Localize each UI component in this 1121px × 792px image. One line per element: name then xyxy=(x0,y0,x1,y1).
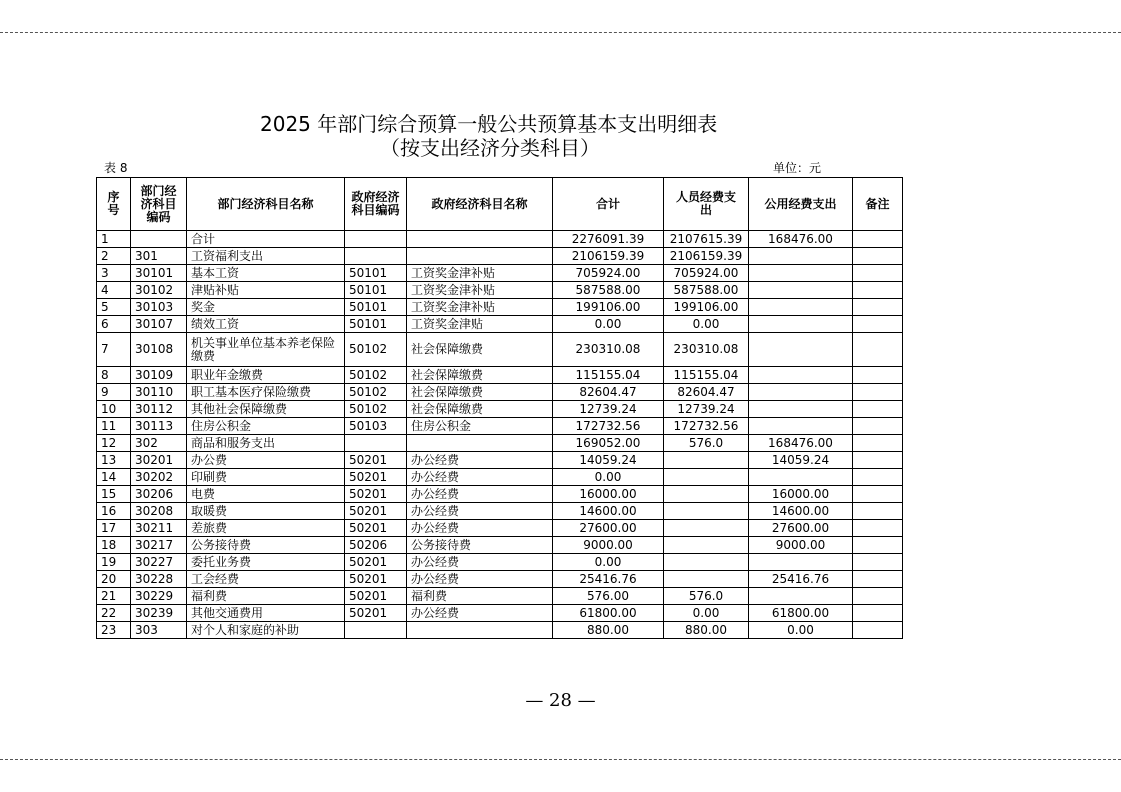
cell-public: 25416.76 xyxy=(749,571,853,588)
cell-total: 0.00 xyxy=(553,554,664,571)
cell-total: 12739.24 xyxy=(553,401,664,418)
table-row xyxy=(97,469,903,486)
cell-gov-name: 办公经费 xyxy=(407,554,553,571)
cell-public xyxy=(749,248,853,265)
cell-total: 14059.24 xyxy=(553,452,664,469)
table-row xyxy=(97,333,903,367)
cell-gov-code: 50201 xyxy=(345,554,407,571)
table-header-row xyxy=(97,178,903,231)
cell-total: 115155.04 xyxy=(553,367,664,384)
cell-total: 2106159.39 xyxy=(553,248,664,265)
cell-gov-name: 办公经费 xyxy=(407,571,553,588)
header-gov-name: 政府经济科目名称 xyxy=(407,178,553,231)
cell-total: 16000.00 xyxy=(553,486,664,503)
cell-seq: 15 xyxy=(97,486,131,503)
cell-public xyxy=(749,384,853,401)
cell-public xyxy=(749,316,853,333)
cell-dept-name: 机关事业单位基本养老保险缴费 xyxy=(187,333,345,367)
cell-remark xyxy=(853,520,903,537)
table-row xyxy=(97,265,903,282)
cell-dept-name: 津贴补贴 xyxy=(187,282,345,299)
cell-dept-name: 职业年金缴费 xyxy=(187,367,345,384)
cell-remark xyxy=(853,248,903,265)
table-row xyxy=(97,554,903,571)
cell-dept-code: 302 xyxy=(131,435,187,452)
cell-remark xyxy=(853,571,903,588)
cell-gov-code: 50101 xyxy=(345,265,407,282)
cell-dept-name: 取暖费 xyxy=(187,503,345,520)
cell-dept-code: 30229 xyxy=(131,588,187,605)
cell-dept-code: 30108 xyxy=(131,333,187,367)
cell-total: 0.00 xyxy=(553,469,664,486)
cell-dept-name: 工会经费 xyxy=(187,571,345,588)
cell-gov-name: 工资奖金津补贴 xyxy=(407,265,553,282)
cell-gov-name: 办公经费 xyxy=(407,452,553,469)
table-row xyxy=(97,588,903,605)
cell-remark xyxy=(853,622,903,639)
cell-personnel: 12739.24 xyxy=(664,401,749,418)
cell-dept-code: 30208 xyxy=(131,503,187,520)
cell-public: 168476.00 xyxy=(749,231,853,248)
table-row xyxy=(97,537,903,554)
cell-dept-name: 办公费 xyxy=(187,452,345,469)
table-number: 表 8 xyxy=(104,161,128,175)
cell-dept-code: 30109 xyxy=(131,367,187,384)
cell-public: 61800.00 xyxy=(749,605,853,622)
cell-total: 27600.00 xyxy=(553,520,664,537)
cell-total: 172732.56 xyxy=(553,418,664,435)
cell-gov-name: 公务接待费 xyxy=(407,537,553,554)
budget-table xyxy=(96,177,903,639)
cell-dept-code: 30110 xyxy=(131,384,187,401)
cell-personnel xyxy=(664,486,749,503)
cell-gov-code: 50201 xyxy=(345,520,407,537)
cell-total: 61800.00 xyxy=(553,605,664,622)
cell-seq: 2 xyxy=(97,248,131,265)
cell-gov-name: 住房公积金 xyxy=(407,418,553,435)
cell-personnel: 199106.00 xyxy=(664,299,749,316)
cell-dept-code xyxy=(131,231,187,248)
cell-public xyxy=(749,333,853,367)
cell-remark xyxy=(853,418,903,435)
table-row xyxy=(97,316,903,333)
cell-gov-name xyxy=(407,622,553,639)
header-dept-code: 部门经济科目编码 xyxy=(131,178,187,231)
cell-gov-code: 50206 xyxy=(345,537,407,554)
cell-total: 199106.00 xyxy=(553,299,664,316)
cell-dept-name: 其他社会保障缴费 xyxy=(187,401,345,418)
cell-gov-name: 工资奖金津贴 xyxy=(407,316,553,333)
cell-dept-name: 奖金 xyxy=(187,299,345,316)
cell-remark xyxy=(853,316,903,333)
cell-dept-code: 30102 xyxy=(131,282,187,299)
cell-personnel: 576.0 xyxy=(664,588,749,605)
cell-gov-code: 50201 xyxy=(345,469,407,486)
table-row xyxy=(97,520,903,537)
cell-total: 82604.47 xyxy=(553,384,664,401)
cell-gov-name: 工资奖金津补贴 xyxy=(407,299,553,316)
cell-dept-code: 303 xyxy=(131,622,187,639)
cell-gov-name: 福利费 xyxy=(407,588,553,605)
table-row xyxy=(97,367,903,384)
cell-dept-name: 印刷费 xyxy=(187,469,345,486)
table-row xyxy=(97,503,903,520)
cell-dept-name: 基本工资 xyxy=(187,265,345,282)
cell-remark xyxy=(853,554,903,571)
cell-seq: 4 xyxy=(97,282,131,299)
cell-gov-code: 50101 xyxy=(345,316,407,333)
cell-personnel: 230310.08 xyxy=(664,333,749,367)
cell-seq: 22 xyxy=(97,605,131,622)
cell-seq: 5 xyxy=(97,299,131,316)
table-row xyxy=(97,571,903,588)
header-personnel: 人员经费支出 xyxy=(664,178,749,231)
cell-public xyxy=(749,418,853,435)
cell-gov-name: 办公经费 xyxy=(407,469,553,486)
cell-remark xyxy=(853,537,903,554)
cell-dept-name: 对个人和家庭的补助 xyxy=(187,622,345,639)
cell-personnel xyxy=(664,537,749,554)
cell-public: 168476.00 xyxy=(749,435,853,452)
cell-dept-code: 30202 xyxy=(131,469,187,486)
cell-total: 576.00 xyxy=(553,588,664,605)
table-row xyxy=(97,418,903,435)
page-subtitle: （按支出经济分类科目） xyxy=(380,136,600,160)
cell-seq: 9 xyxy=(97,384,131,401)
cell-gov-code: 50201 xyxy=(345,452,407,469)
cell-dept-name: 合计 xyxy=(187,231,345,248)
cell-seq: 23 xyxy=(97,622,131,639)
cell-gov-name: 办公经费 xyxy=(407,520,553,537)
cell-personnel xyxy=(664,520,749,537)
cell-public xyxy=(749,588,853,605)
table-row xyxy=(97,384,903,401)
cell-personnel: 705924.00 xyxy=(664,265,749,282)
table-row xyxy=(97,248,903,265)
header-remark: 备注 xyxy=(853,178,903,231)
cell-public: 16000.00 xyxy=(749,486,853,503)
cell-dept-code: 301 xyxy=(131,248,187,265)
cell-total: 25416.76 xyxy=(553,571,664,588)
cell-dept-name: 住房公积金 xyxy=(187,418,345,435)
cell-dept-name: 公务接待费 xyxy=(187,537,345,554)
cell-dept-name: 绩效工资 xyxy=(187,316,345,333)
cell-personnel: 0.00 xyxy=(664,316,749,333)
cell-public: 0.00 xyxy=(749,622,853,639)
cell-dept-code: 30101 xyxy=(131,265,187,282)
cell-dept-name: 其他交通费用 xyxy=(187,605,345,622)
cell-gov-code: 50101 xyxy=(345,299,407,316)
cell-seq: 3 xyxy=(97,265,131,282)
cell-dept-name: 福利费 xyxy=(187,588,345,605)
cell-public: 27600.00 xyxy=(749,520,853,537)
cell-personnel: 82604.47 xyxy=(664,384,749,401)
cell-dept-code: 30211 xyxy=(131,520,187,537)
cell-seq: 21 xyxy=(97,588,131,605)
cell-gov-name: 工资奖金津补贴 xyxy=(407,282,553,299)
cell-remark xyxy=(853,503,903,520)
cell-gov-name: 办公经费 xyxy=(407,503,553,520)
cell-personnel: 2106159.39 xyxy=(664,248,749,265)
cell-seq: 18 xyxy=(97,537,131,554)
cell-seq: 1 xyxy=(97,231,131,248)
cell-remark xyxy=(853,282,903,299)
cell-seq: 7 xyxy=(97,333,131,367)
cell-remark xyxy=(853,384,903,401)
cell-gov-code xyxy=(345,622,407,639)
cell-gov-code: 50201 xyxy=(345,486,407,503)
cell-dept-code: 30201 xyxy=(131,452,187,469)
cell-dept-code: 30206 xyxy=(131,486,187,503)
cell-dept-code: 30227 xyxy=(131,554,187,571)
cell-personnel xyxy=(664,503,749,520)
table-row xyxy=(97,486,903,503)
cell-dept-code: 30103 xyxy=(131,299,187,316)
cell-gov-code: 50103 xyxy=(345,418,407,435)
cell-personnel: 576.0 xyxy=(664,435,749,452)
cell-personnel: 115155.04 xyxy=(664,367,749,384)
cell-gov-name xyxy=(407,248,553,265)
cell-public xyxy=(749,401,853,418)
cell-gov-code: 50201 xyxy=(345,605,407,622)
cell-seq: 19 xyxy=(97,554,131,571)
cell-remark xyxy=(853,299,903,316)
cell-public: 14600.00 xyxy=(749,503,853,520)
cell-public xyxy=(749,554,853,571)
table-row xyxy=(97,299,903,316)
cell-total: 2276091.39 xyxy=(553,231,664,248)
cell-public xyxy=(749,367,853,384)
cell-remark xyxy=(853,401,903,418)
unit-label: 单位：元 xyxy=(773,161,822,175)
cell-seq: 10 xyxy=(97,401,131,418)
cell-remark xyxy=(853,486,903,503)
cell-personnel: 880.00 xyxy=(664,622,749,639)
cell-public xyxy=(749,282,853,299)
cell-total: 0.00 xyxy=(553,316,664,333)
cell-seq: 11 xyxy=(97,418,131,435)
cell-gov-name: 办公经费 xyxy=(407,605,553,622)
cell-total: 705924.00 xyxy=(553,265,664,282)
table-row xyxy=(97,622,903,639)
header-public: 公用经费支出 xyxy=(749,178,853,231)
header-seq: 序号 xyxy=(97,178,131,231)
cell-personnel: 587588.00 xyxy=(664,282,749,299)
cell-gov-code xyxy=(345,231,407,248)
cell-remark xyxy=(853,588,903,605)
cell-dept-code: 30107 xyxy=(131,316,187,333)
cell-gov-code: 50102 xyxy=(345,401,407,418)
cell-dept-code: 30112 xyxy=(131,401,187,418)
page-title: 2025 年部门综合预算一般公共预算基本支出明细表 xyxy=(260,112,718,136)
cell-dept-name: 工资福利支出 xyxy=(187,248,345,265)
cell-gov-name: 社会保障缴费 xyxy=(407,384,553,401)
cell-remark xyxy=(853,231,903,248)
cell-personnel: 0.00 xyxy=(664,605,749,622)
cell-gov-name: 办公经费 xyxy=(407,486,553,503)
cell-gov-name: 社会保障缴费 xyxy=(407,401,553,418)
cell-dept-name: 职工基本医疗保险缴费 xyxy=(187,384,345,401)
cell-total: 587588.00 xyxy=(553,282,664,299)
cell-public xyxy=(749,265,853,282)
cell-total: 880.00 xyxy=(553,622,664,639)
cell-dept-name: 商品和服务支出 xyxy=(187,435,345,452)
cell-gov-code: 50201 xyxy=(345,571,407,588)
header-gov-code: 政府经济科目编码 xyxy=(345,178,407,231)
table-row xyxy=(97,605,903,622)
cell-personnel xyxy=(664,469,749,486)
table-row xyxy=(97,282,903,299)
cell-gov-code xyxy=(345,435,407,452)
cell-total: 169052.00 xyxy=(553,435,664,452)
cell-dept-code: 30228 xyxy=(131,571,187,588)
cell-dept-name: 委托业务费 xyxy=(187,554,345,571)
table-row xyxy=(97,435,903,452)
cell-gov-code: 50102 xyxy=(345,367,407,384)
cell-remark xyxy=(853,265,903,282)
cell-seq: 13 xyxy=(97,452,131,469)
cell-public: 9000.00 xyxy=(749,537,853,554)
cell-gov-code: 50201 xyxy=(345,503,407,520)
cell-public xyxy=(749,469,853,486)
bottom-dashed-divider xyxy=(0,759,1121,760)
cell-gov-name: 社会保障缴费 xyxy=(407,333,553,367)
cell-remark xyxy=(853,367,903,384)
cell-gov-name xyxy=(407,435,553,452)
cell-public: 14059.24 xyxy=(749,452,853,469)
cell-gov-name xyxy=(407,231,553,248)
cell-total: 9000.00 xyxy=(553,537,664,554)
cell-dept-code: 30113 xyxy=(131,418,187,435)
cell-seq: 17 xyxy=(97,520,131,537)
cell-remark xyxy=(853,605,903,622)
cell-seq: 20 xyxy=(97,571,131,588)
cell-seq: 16 xyxy=(97,503,131,520)
cell-gov-code: 50102 xyxy=(345,384,407,401)
cell-personnel: 2107615.39 xyxy=(664,231,749,248)
cell-gov-code xyxy=(345,248,407,265)
page-number: — 28 — xyxy=(525,690,596,711)
cell-dept-name: 电费 xyxy=(187,486,345,503)
cell-remark xyxy=(853,469,903,486)
cell-dept-code: 30217 xyxy=(131,537,187,554)
cell-gov-code: 50201 xyxy=(345,588,407,605)
cell-gov-code: 50102 xyxy=(345,333,407,367)
cell-total: 14600.00 xyxy=(553,503,664,520)
cell-gov-name: 社会保障缴费 xyxy=(407,367,553,384)
cell-seq: 8 xyxy=(97,367,131,384)
cell-remark xyxy=(853,333,903,367)
cell-seq: 14 xyxy=(97,469,131,486)
table-row xyxy=(97,231,903,248)
table-row xyxy=(97,401,903,418)
cell-seq: 6 xyxy=(97,316,131,333)
cell-public xyxy=(749,299,853,316)
top-dashed-divider xyxy=(0,32,1121,33)
cell-remark xyxy=(853,452,903,469)
cell-personnel xyxy=(664,554,749,571)
cell-dept-name: 差旅费 xyxy=(187,520,345,537)
cell-total: 230310.08 xyxy=(553,333,664,367)
cell-dept-code: 30239 xyxy=(131,605,187,622)
header-total: 合计 xyxy=(553,178,664,231)
table-row xyxy=(97,452,903,469)
cell-remark xyxy=(853,435,903,452)
cell-personnel xyxy=(664,452,749,469)
cell-seq: 12 xyxy=(97,435,131,452)
header-dept-name: 部门经济科目名称 xyxy=(187,178,345,231)
cell-gov-code: 50101 xyxy=(345,282,407,299)
cell-personnel: 172732.56 xyxy=(664,418,749,435)
cell-personnel xyxy=(664,571,749,588)
